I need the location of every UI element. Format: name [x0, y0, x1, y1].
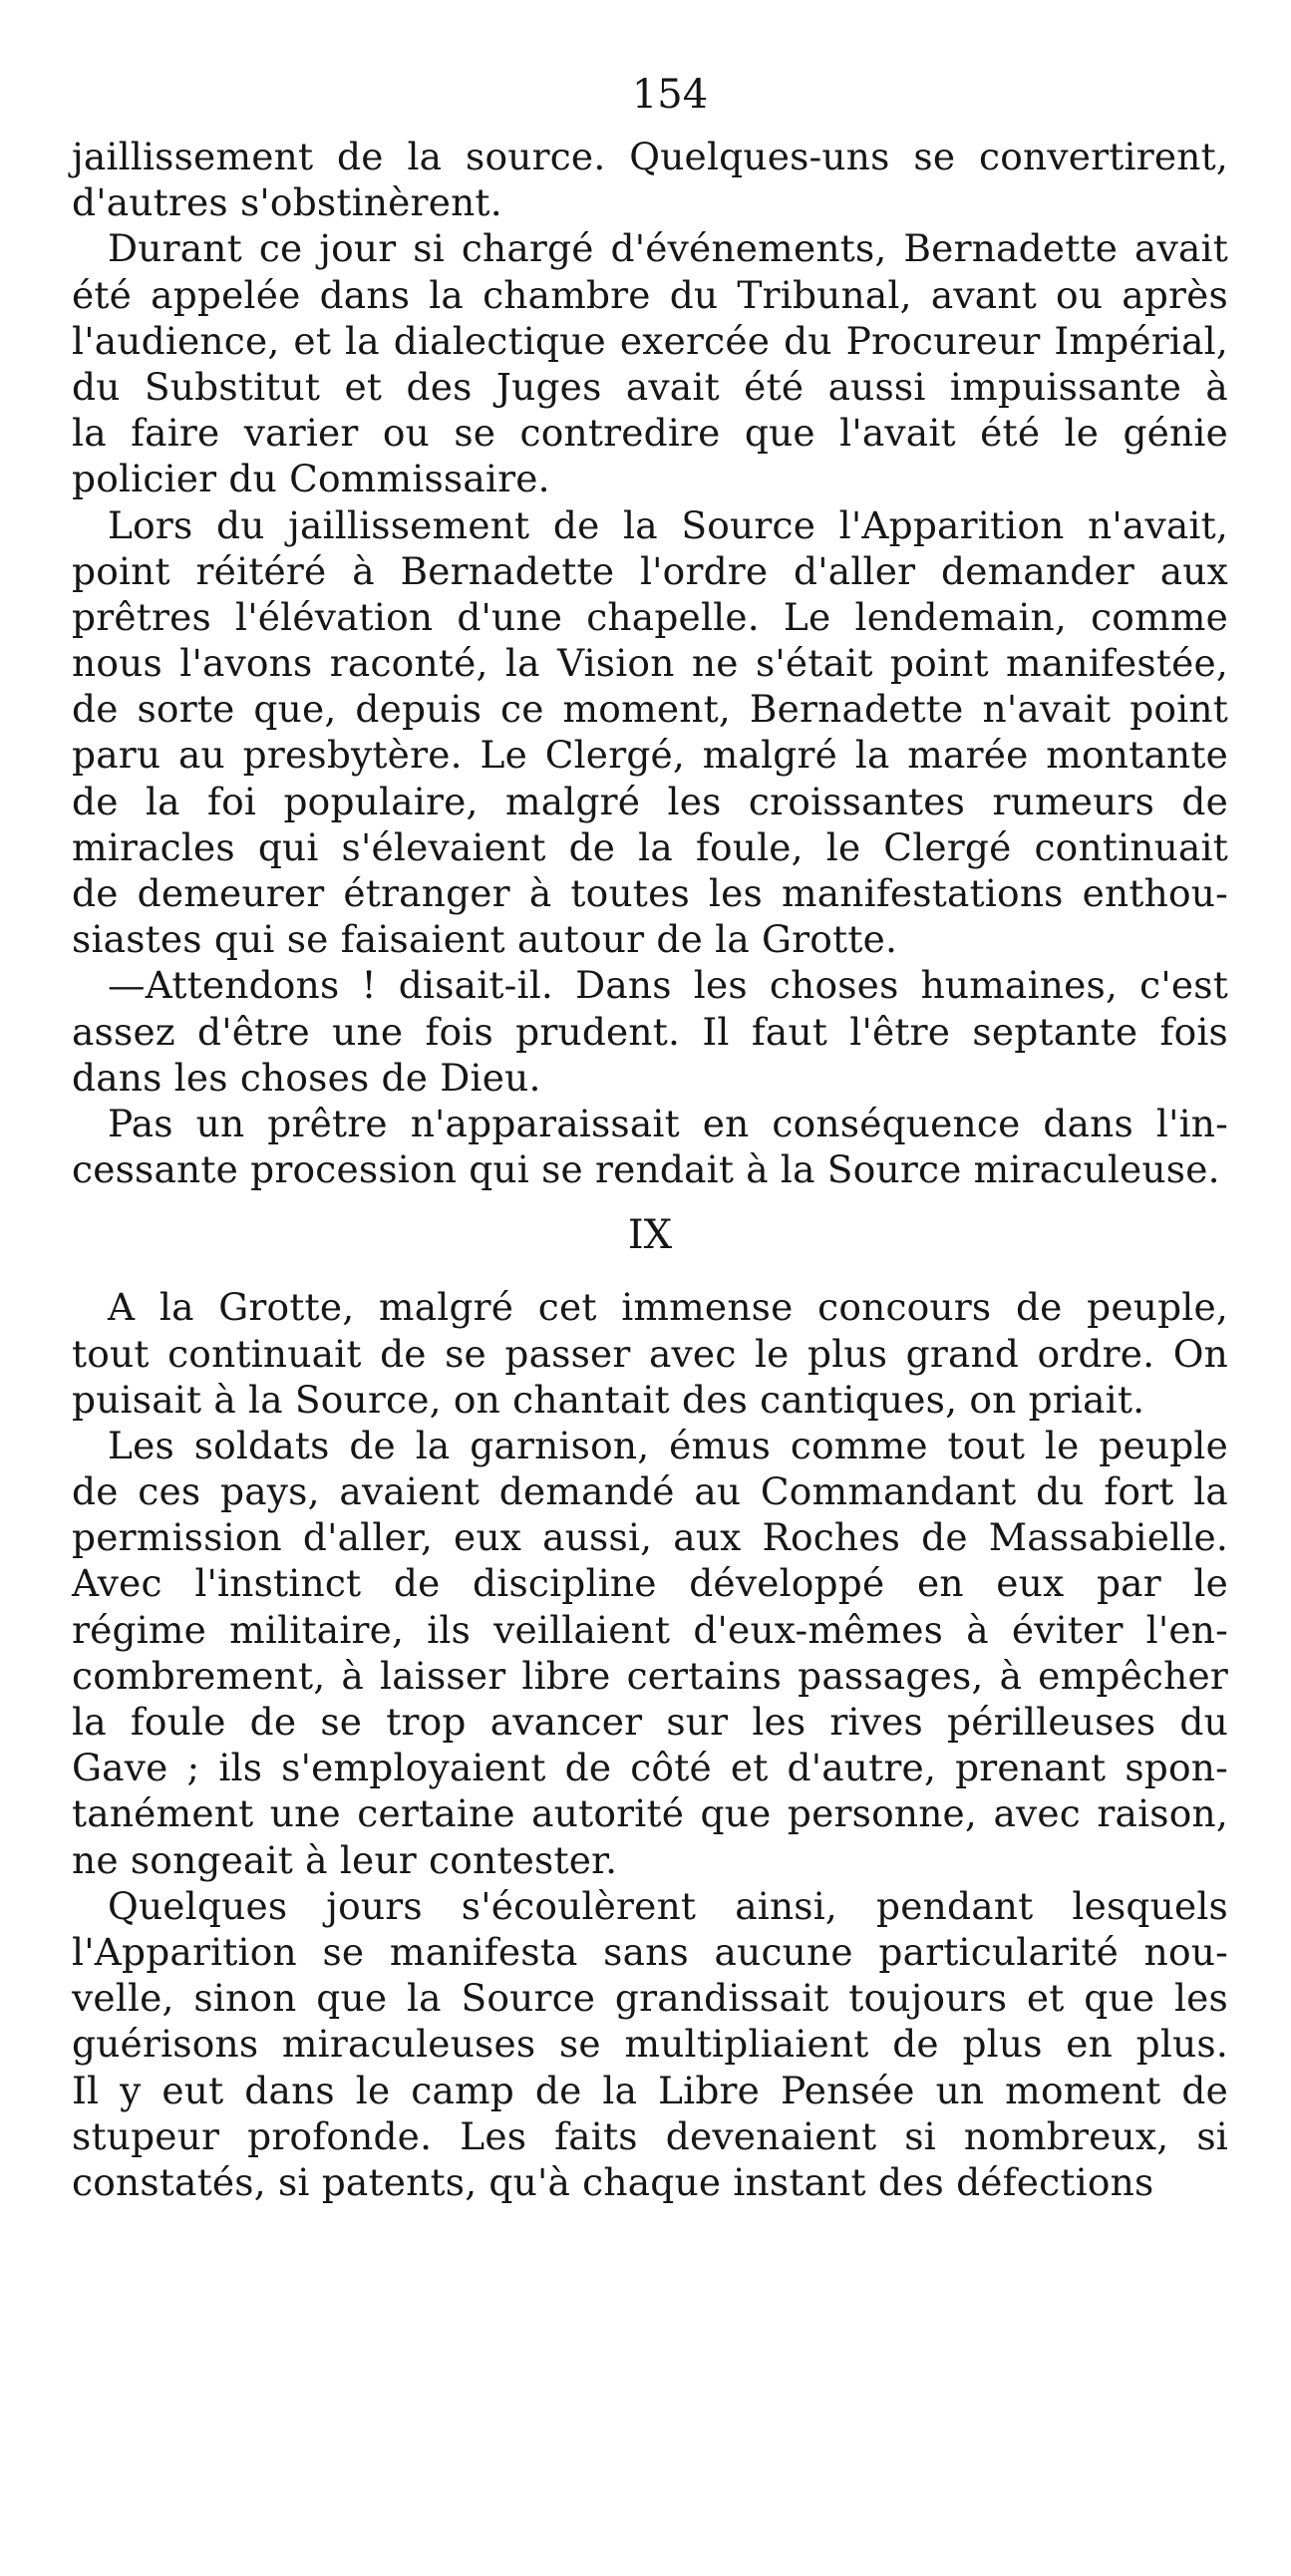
book-page: [72, 70, 1228, 2205]
text-line: Quelques jours s'écoulèrent ainsi, pendant lesquels: [108, 1883, 1228, 1928]
text-line: la faire varier ou se contredire que l'avait été le génie: [72, 411, 1228, 456]
text-line: paru au presbytère. Le Clergé, malgré la marée montante: [72, 733, 1228, 778]
paragraph: [72, 962, 1228, 1101]
text-line: policier du Commissaire.: [72, 457, 550, 501]
text-line: Pas un prêtre n'apparaissait en conséquence dans l'in-: [108, 1101, 1228, 1145]
text-line: miracles qui s'élevaient de la foule, le Clergé continuait: [72, 824, 1228, 869]
text-line: été appelée dans la chambre du Tribunal, avant ou après: [72, 272, 1228, 317]
text-line: jaillissement de la source. Quelques-uns se convertirent,: [72, 135, 1228, 178]
text-line: puisait à la Source, on chantait des cantiques, on priait.: [72, 1377, 1145, 1422]
text-line: l'audience, et la dialectique exercée du Procureur Impérial,: [72, 318, 1228, 363]
text-line: —Attendons ! disait-il. Dans les choses humaines, c'est: [108, 963, 1228, 1008]
text-line: tout continuait de se passer avec le plus grand ordre. On: [72, 1331, 1228, 1376]
text-line: l'Apparition se manifesta sans aucune particularité nou-: [72, 1929, 1228, 1974]
text-block-after-section: [72, 1284, 1228, 2205]
section-heading: IX: [627, 1212, 673, 1259]
text-line: d'autres s'obstinèrent.: [72, 180, 502, 225]
text-line: de demeurer étranger à toutes les manifestations enthou-: [72, 871, 1228, 915]
page-number: 154: [631, 72, 709, 118]
text-line: régime militaire, ils veillaient d'eux-mêmes à éviter l'en-: [72, 1607, 1228, 1652]
text-line: du Substitut et des Juges avait été aussi impuissante à: [72, 364, 1228, 409]
paragraph: [72, 1101, 1228, 1192]
paragraph: [72, 1423, 1228, 1883]
text-line: velle, sinon que la Source grandissait toujours et que les: [72, 1976, 1228, 2021]
text-line: permission d'aller, eux aussi, aux Roches de Massabielle.: [72, 1515, 1228, 1560]
text-line: Il y eut dans le camp de la Libre Pensée un moment de: [72, 2068, 1228, 2112]
paragraph: [72, 1883, 1228, 2205]
text-line: cessante procession qui se rendait à la Source miraculeuse.: [72, 1147, 1220, 1192]
text-block-before-section: [72, 134, 1228, 1192]
text-line: de sorte que, depuis ce moment, Bernadette n'avait point: [72, 687, 1228, 732]
paragraph: [72, 1284, 1228, 1423]
text-line: prêtres l'élévation d'une chapelle. Le lendemain, comme: [72, 594, 1228, 639]
text-line: assez d'être une fois prudent. Il faut l'être septante fois: [72, 1009, 1228, 1054]
text-line: la foule de se trop avancer sur les rives périlleuses du: [72, 1700, 1228, 1744]
paragraph: [72, 225, 1228, 501]
text-line: Durant ce jour si chargé d'événements, Bernadette avait: [108, 226, 1228, 271]
text-line: dans les choses de Dieu.: [72, 1055, 541, 1100]
text-line: de la foi populaire, malgré les croissantes rumeurs de: [72, 779, 1228, 823]
text-line: siastes qui se faisaient autour de la Grotte.: [72, 917, 898, 962]
text-line: stupeur profonde. Les faits devenaient si nombreux, si: [72, 2113, 1228, 2158]
text-line: nous l'avons raconté, la Vision ne s'était point manifestée,: [72, 641, 1228, 686]
paragraph: [72, 134, 1228, 225]
text-line: Avec l'instinct de discipline développé en eux par le: [72, 1561, 1228, 1606]
text-line: de ces pays, avaient demandé au Commandant du fort la: [72, 1469, 1228, 1514]
text-line: Gave ; ils s'employaient de côté et d'autre, prenant spon-: [72, 1746, 1228, 1790]
text-line: guérisons miraculeuses se multipliaient de plus en plus.: [72, 2022, 1228, 2067]
text-line: A la Grotte, malgré cet immense concours de peuple,: [108, 1285, 1228, 1330]
text-line: combrement, à laisser libre certains passages, à empêcher: [72, 1653, 1228, 1698]
text-line: point réitéré à Bernadette l'ordre d'aller demander aux: [72, 548, 1228, 593]
text-line: constatés, si patents, qu'à chaque instant des défections: [72, 2159, 1154, 2204]
paragraph: [72, 502, 1228, 963]
text-line: ne songeait à leur contester.: [72, 1837, 618, 1882]
text-line: Les soldats de la garnison, émus comme tout le peuple: [108, 1423, 1228, 1467]
text-line: Lors du jaillissement de la Source l'Apparition n'avait,: [108, 502, 1228, 547]
text-line: tanément une certaine autorité que personne, avec raison,: [72, 1791, 1228, 1836]
